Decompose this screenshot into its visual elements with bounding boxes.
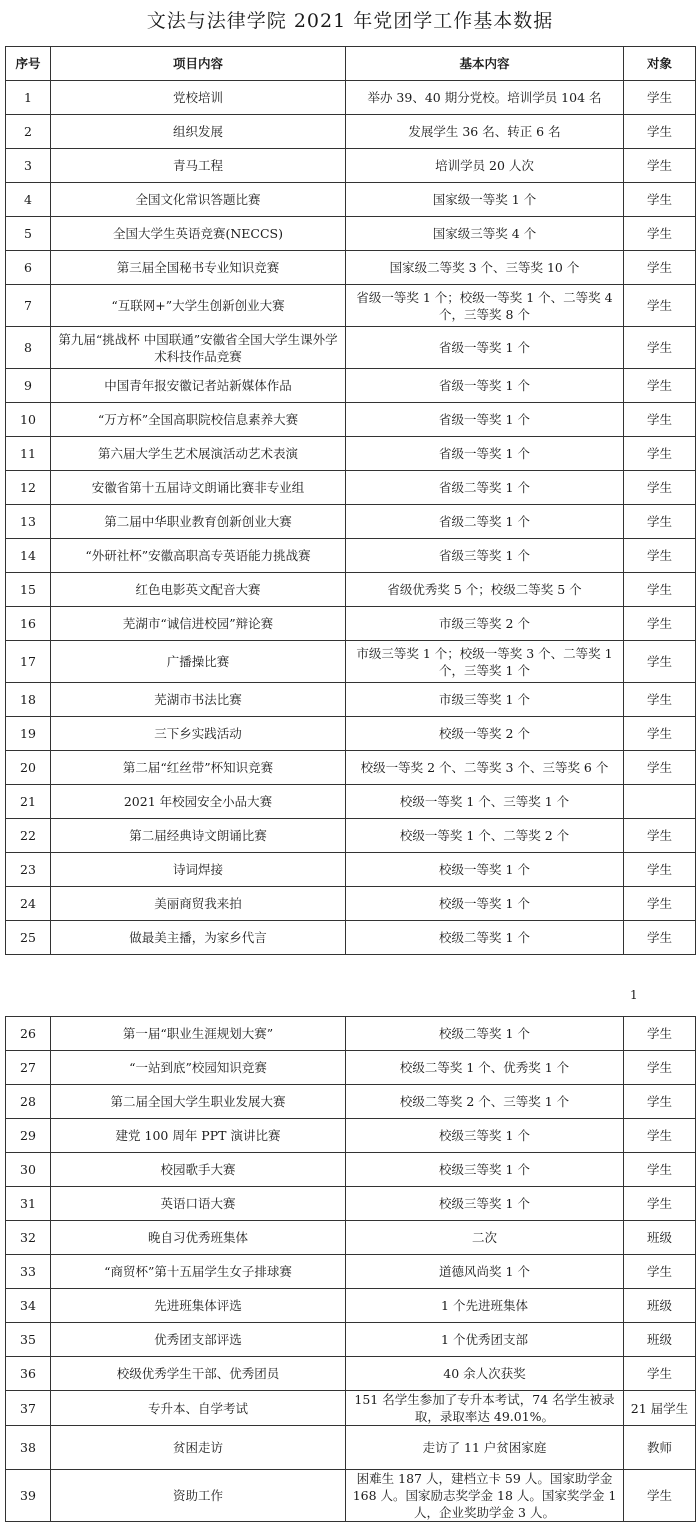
table-row	[6, 573, 696, 607]
table-header-row	[6, 47, 696, 81]
target-cell	[624, 785, 696, 819]
table-row	[6, 1323, 696, 1357]
data-table-page1	[5, 46, 696, 955]
table-row	[6, 1255, 696, 1289]
content-cell: 1 个先进班集体	[346, 1289, 624, 1323]
project-cell: 晚自习优秀班集体	[51, 1221, 346, 1255]
row-number-cell: 24	[6, 887, 51, 921]
table-row	[6, 1289, 696, 1323]
target-cell: 学生	[624, 369, 696, 403]
content-cell: 培训学员 20 人次	[346, 149, 624, 183]
target-cell: 学生	[624, 505, 696, 539]
row-number-cell: 32	[6, 1221, 51, 1255]
table-row	[6, 81, 696, 115]
project-cell: 中国青年报安徽记者站新媒体作品	[51, 369, 346, 403]
content-cell: 1 个优秀团支部	[346, 1323, 624, 1357]
content-cell: 市级三等奖 2 个	[346, 607, 624, 641]
project-cell: 全国文化常识答题比赛	[51, 183, 346, 217]
table-row	[6, 369, 696, 403]
row-number-cell: 9	[6, 369, 51, 403]
content-cell: 国家级二等奖 3 个、三等奖 10 个	[346, 251, 624, 285]
row-number-cell: 34	[6, 1289, 51, 1323]
row-number-cell: 10	[6, 403, 51, 437]
target-cell: 学生	[624, 1153, 696, 1187]
row-number-cell: 7	[6, 285, 51, 327]
project-cell: 第二届“红丝带”杯知识竞赛	[51, 751, 346, 785]
target-cell: 学生	[624, 1051, 696, 1085]
target-cell: 学生	[624, 853, 696, 887]
table-row	[6, 1119, 696, 1153]
target-cell: 学生	[624, 1085, 696, 1119]
project-cell: 第一届“职业生涯规划大赛”	[51, 1017, 346, 1051]
header-target: 对象	[624, 47, 696, 81]
table-row	[6, 1187, 696, 1221]
project-cell: 第九届“挑战杯 中国联通”安徽省全国大学生课外学术科技作品竞赛	[51, 327, 346, 369]
table-row	[6, 785, 696, 819]
content-cell: 省级一等奖 1 个	[346, 327, 624, 369]
row-number-cell: 1	[6, 81, 51, 115]
content-cell: 困难生 187 人，建档立卡 59 人。国家助学金 168 人。国家励志奖学金 18 人。国家奖学金 1 人，企业奖助学金 3 人。	[346, 1470, 624, 1522]
target-cell: 学生	[624, 717, 696, 751]
table-row	[6, 1153, 696, 1187]
content-cell: 走访了 11 户贫困家庭	[346, 1426, 624, 1470]
row-number-cell: 27	[6, 1051, 51, 1085]
content-cell: 校级二等奖 1 个、优秀奖 1 个	[346, 1051, 624, 1085]
project-cell: 先进班集体评选	[51, 1289, 346, 1323]
target-cell: 学生	[624, 327, 696, 369]
content-cell: 校级一等奖 2 个、二等奖 3 个、三等奖 6 个	[346, 751, 624, 785]
row-number-cell: 39	[6, 1470, 51, 1522]
target-cell: 学生	[624, 751, 696, 785]
table-row	[6, 1357, 696, 1391]
row-number-cell: 3	[6, 149, 51, 183]
project-cell: 红色电影英文配音大赛	[51, 573, 346, 607]
target-cell: 学生	[624, 403, 696, 437]
project-cell: 建党 100 周年 PPT 演讲比赛	[51, 1119, 346, 1153]
target-cell: 学生	[624, 217, 696, 251]
target-cell: 学生	[624, 1119, 696, 1153]
table-row	[6, 751, 696, 785]
content-cell: 校级一等奖 1 个	[346, 887, 624, 921]
content-cell: 省级一等奖 1 个	[346, 437, 624, 471]
project-cell: 组织发展	[51, 115, 346, 149]
project-cell: “互联网+”大学生创新创业大赛	[51, 285, 346, 327]
row-number-cell: 11	[6, 437, 51, 471]
row-number-cell: 31	[6, 1187, 51, 1221]
target-cell: 学生	[624, 641, 696, 683]
project-cell: 资助工作	[51, 1470, 346, 1522]
table-row	[6, 1017, 696, 1051]
target-cell: 班级	[624, 1323, 696, 1357]
header-no: 序号	[6, 47, 51, 81]
row-number-cell: 2	[6, 115, 51, 149]
row-number-cell: 4	[6, 183, 51, 217]
row-number-cell: 33	[6, 1255, 51, 1289]
target-cell: 学生	[624, 921, 696, 955]
content-cell: 校级一等奖 1 个	[346, 853, 624, 887]
row-number-cell: 28	[6, 1085, 51, 1119]
target-cell: 学生	[624, 539, 696, 573]
content-cell: 举办 39、40 期分党校。培训学员 104 名	[346, 81, 624, 115]
content-cell: 二次	[346, 1221, 624, 1255]
table-row	[6, 251, 696, 285]
data-table-page2	[5, 1016, 696, 1522]
table-row	[6, 437, 696, 471]
row-number-cell: 13	[6, 505, 51, 539]
row-number-cell: 21	[6, 785, 51, 819]
row-number-cell: 19	[6, 717, 51, 751]
table-row	[6, 1391, 696, 1426]
page-number: 1	[630, 988, 638, 1002]
table-row	[6, 641, 696, 683]
row-number-cell: 26	[6, 1017, 51, 1051]
row-number-cell: 15	[6, 573, 51, 607]
table-row	[6, 1426, 696, 1470]
table-row	[6, 285, 696, 327]
target-cell: 学生	[624, 471, 696, 505]
project-cell: “商贸杯”第十五届学生女子排球赛	[51, 1255, 346, 1289]
project-cell: 广播操比赛	[51, 641, 346, 683]
project-cell: 做最美主播，为家乡代言	[51, 921, 346, 955]
content-cell: 校级三等奖 1 个	[346, 1153, 624, 1187]
content-cell: 151 名学生参加了专升本考试，74 名学生被录取，录取率达 49.01%。	[346, 1391, 624, 1426]
table-row	[6, 819, 696, 853]
target-cell: 学生	[624, 1187, 696, 1221]
target-cell: 学生	[624, 683, 696, 717]
row-number-cell: 25	[6, 921, 51, 955]
target-cell: 班级	[624, 1289, 696, 1323]
content-cell: 国家级三等奖 4 个	[346, 217, 624, 251]
project-cell: 英语口语大赛	[51, 1187, 346, 1221]
row-number-cell: 29	[6, 1119, 51, 1153]
target-cell: 学生	[624, 251, 696, 285]
table-row	[6, 505, 696, 539]
row-number-cell: 36	[6, 1357, 51, 1391]
project-cell: 党校培训	[51, 81, 346, 115]
table-row	[6, 115, 696, 149]
content-cell: 校级二等奖 2 个、三等奖 1 个	[346, 1085, 624, 1119]
target-cell: 学生	[624, 1017, 696, 1051]
content-cell: 校级三等奖 1 个	[346, 1187, 624, 1221]
project-cell: 青马工程	[51, 149, 346, 183]
table-row	[6, 1221, 696, 1255]
table-row	[6, 327, 696, 369]
table-row	[6, 717, 696, 751]
content-cell: 省级二等奖 1 个	[346, 505, 624, 539]
table-row	[6, 149, 696, 183]
table-row	[6, 1085, 696, 1119]
row-number-cell: 12	[6, 471, 51, 505]
row-number-cell: 20	[6, 751, 51, 785]
row-number-cell: 17	[6, 641, 51, 683]
row-number-cell: 30	[6, 1153, 51, 1187]
row-number-cell: 14	[6, 539, 51, 573]
target-cell: 学生	[624, 607, 696, 641]
content-cell: 道德风尚奖 1 个	[346, 1255, 624, 1289]
row-number-cell: 38	[6, 1426, 51, 1470]
content-cell: 国家级一等奖 1 个	[346, 183, 624, 217]
table-row	[6, 607, 696, 641]
content-cell: 校级二等奖 1 个	[346, 1017, 624, 1051]
target-cell: 学生	[624, 285, 696, 327]
project-cell: 诗词焊接	[51, 853, 346, 887]
target-cell: 学生	[624, 1470, 696, 1522]
project-cell: 第三届全国秘书专业知识竞赛	[51, 251, 346, 285]
project-cell: 安徽省第十五届诗文朗诵比赛非专业组	[51, 471, 346, 505]
content-cell: 校级一等奖 1 个、二等奖 2 个	[346, 819, 624, 853]
project-cell: “一站到底”校园知识竞赛	[51, 1051, 346, 1085]
content-cell: 省级一等奖 1 个	[346, 369, 624, 403]
table-row	[6, 683, 696, 717]
row-number-cell: 5	[6, 217, 51, 251]
target-cell: 学生	[624, 887, 696, 921]
content-cell: 省级一等奖 1 个	[346, 403, 624, 437]
project-cell: 第二届经典诗文朗诵比赛	[51, 819, 346, 853]
content-cell: 校级一等奖 2 个	[346, 717, 624, 751]
project-cell: 第二届全国大学生职业发展大赛	[51, 1085, 346, 1119]
row-number-cell: 22	[6, 819, 51, 853]
table-row	[6, 1051, 696, 1085]
target-cell: 学生	[624, 149, 696, 183]
project-cell: 芜湖市书法比赛	[51, 683, 346, 717]
target-cell: 学生	[624, 1255, 696, 1289]
table-row	[6, 217, 696, 251]
project-cell: 全国大学生英语竞赛(NECCS)	[51, 217, 346, 251]
table-row	[6, 921, 696, 955]
content-cell: 省级二等奖 1 个	[346, 471, 624, 505]
project-cell: 校园歌手大赛	[51, 1153, 346, 1187]
target-cell: 学生	[624, 1357, 696, 1391]
content-cell: 省级三等奖 1 个	[346, 539, 624, 573]
row-number-cell: 23	[6, 853, 51, 887]
content-cell: 校级二等奖 1 个	[346, 921, 624, 955]
table-row	[6, 887, 696, 921]
project-cell: 优秀团支部评选	[51, 1323, 346, 1357]
project-cell: 第二届中华职业教育创新创业大赛	[51, 505, 346, 539]
project-cell: 校级优秀学生干部、优秀团员	[51, 1357, 346, 1391]
table-row	[6, 471, 696, 505]
target-cell: 21 届学生	[624, 1391, 696, 1426]
table-row	[6, 1470, 696, 1522]
project-cell: “万方杯”全国高职院校信息素养大赛	[51, 403, 346, 437]
row-number-cell: 35	[6, 1323, 51, 1357]
content-cell: 40 余人次获奖	[346, 1357, 624, 1391]
target-cell: 教师	[624, 1426, 696, 1470]
project-cell: 第六届大学生艺术展演活动艺术表演	[51, 437, 346, 471]
target-cell: 学生	[624, 81, 696, 115]
project-cell: 专升本、自学考试	[51, 1391, 346, 1426]
table-row	[6, 539, 696, 573]
table-row	[6, 403, 696, 437]
table-row	[6, 183, 696, 217]
target-cell: 学生	[624, 115, 696, 149]
target-cell: 学生	[624, 437, 696, 471]
target-cell: 学生	[624, 183, 696, 217]
row-number-cell: 8	[6, 327, 51, 369]
project-cell: 三下乡实践活动	[51, 717, 346, 751]
content-cell: 市级三等奖 1 个	[346, 683, 624, 717]
content-cell: 市级三等奖 1 个；校级一等奖 3 个、二等奖 1 个，三等奖 1 个	[346, 641, 624, 683]
content-cell: 校级三等奖 1 个	[346, 1119, 624, 1153]
project-cell: 贫困走访	[51, 1426, 346, 1470]
project-cell: 2021 年校园安全小品大赛	[51, 785, 346, 819]
target-cell: 学生	[624, 573, 696, 607]
content-cell: 省级一等奖 1 个；校级一等奖 1 个、二等奖 4 个，三等奖 8 个	[346, 285, 624, 327]
project-cell: 美丽商贸我来拍	[51, 887, 346, 921]
table-row	[6, 853, 696, 887]
row-number-cell: 18	[6, 683, 51, 717]
document-title: 文法与法律学院 2021 年党团学工作基本数据	[146, 10, 554, 32]
target-cell: 班级	[624, 1221, 696, 1255]
content-cell: 发展学生 36 名、转正 6 名	[346, 115, 624, 149]
content-cell: 校级一等奖 1 个、三等奖 1 个	[346, 785, 624, 819]
project-cell: 芜湖市“诚信进校园”辩论赛	[51, 607, 346, 641]
project-cell: “外研社杯”安徽高职高专英语能力挑战赛	[51, 539, 346, 573]
content-cell: 省级优秀奖 5 个；校级二等奖 5 个	[346, 573, 624, 607]
target-cell: 学生	[624, 819, 696, 853]
header-project: 项目内容	[51, 47, 346, 81]
row-number-cell: 37	[6, 1391, 51, 1426]
header-content: 基本内容	[346, 47, 624, 81]
row-number-cell: 16	[6, 607, 51, 641]
row-number-cell: 6	[6, 251, 51, 285]
